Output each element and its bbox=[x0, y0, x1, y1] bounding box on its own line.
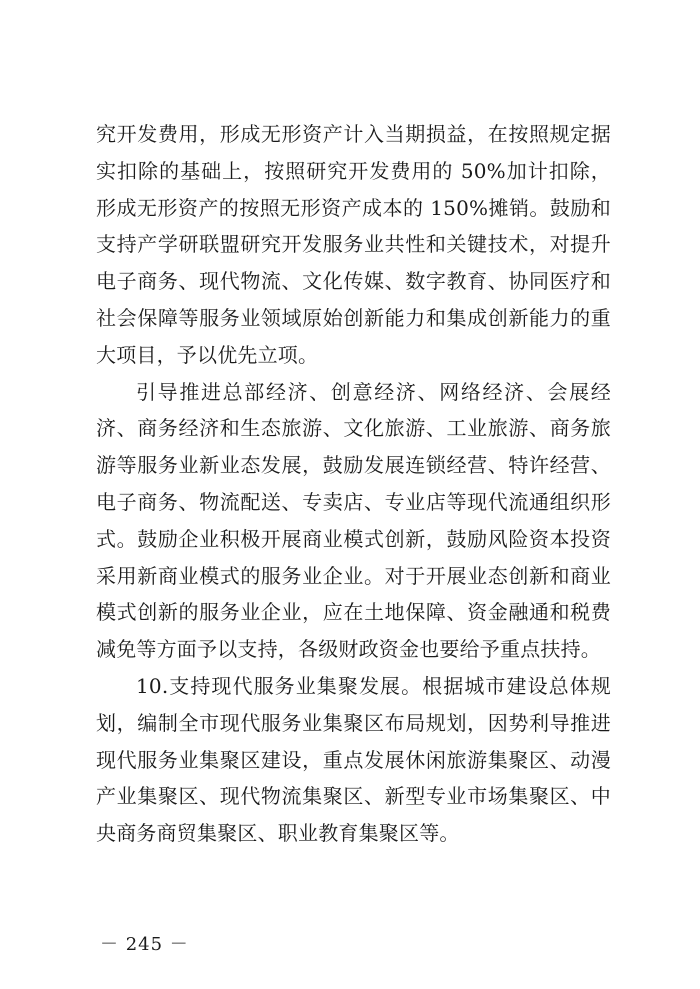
paragraph-continuation: 究开发费用，形成无形资产计入当期损益，在按照规定据实扣除的基础上，按照研究开发费用的 50%加计扣除，形成无形资产的按照无形资产成本的 150%摊销。鼓励和支持产学研联盟研究开发服务业共性和关键技术，对提升电子商务、现代物流、文化传媒、数字教育、协同医疗和社会保障等服务业领域原始创新能力和集成创新能力的重大项目，予以优先立项。 bbox=[96, 122, 611, 367]
page-number: － 245 － bbox=[100, 934, 189, 955]
body-text bbox=[96, 116, 611, 852]
paragraph-new-business-forms: 引导推进总部经济、创意经济、网络经济、会展经济、商务经济和生态旅游、文化旅游、工业旅游、商务旅游等服务业新业态发展，鼓励发展连锁经营、特许经营、电子商务、物流配送、专卖店、专业店等现代流通组织形式。鼓励企业积极开展商业模式创新，鼓励风险资本投资采用新商业模式的服务业企业。对于开展业态创新和商业模式创新的服务业企业，应在土地保障、资金融通和税费减免等方面予以支持，各级财政资金也要给予重点扶持。 bbox=[96, 379, 611, 662]
paragraph-cluster-development: 10.支持现代服务业集聚发展。根据城市建设总体规划，编制全市现代服务业集聚区布局规划，因势利导推进现代服务业集聚区建设，重点发展休闲旅游集聚区、动漫产业集聚区、现代物流集聚区、新型专业市场集聚区、中央商务商贸集聚区、职业教育集聚区等。 bbox=[96, 673, 611, 846]
